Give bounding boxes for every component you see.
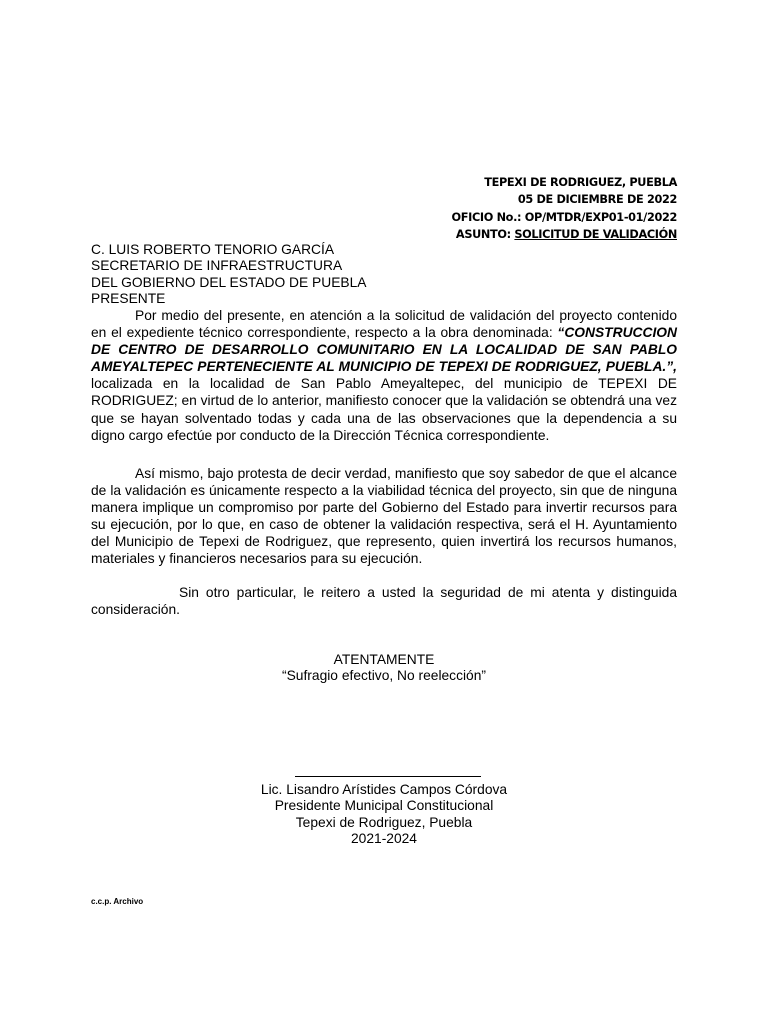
signer-period: 2021-2024 [351,830,417,846]
signer-name: Lic. Lisandro Arístides Campos Córdova [260,782,508,797]
letter-header [451,174,677,244]
recipient-name: C. LUIS ROBERTO TENORIO GARCÍA [91,242,335,257]
paragraph-2: Así mismo, bajo protesta de decir verdad, manifiesto que soy sabedor de que el alcance de la validación es únicamente respecto a la viabilidad técnica del proyecto, sin que de ninguna manera implique un compromiso por parte del Gobierno del Estado para invertir recursos para su ejecución, por lo que, en caso de obtener la validación respectiva, será el H. Ayuntamiento del Municipio de Tepexi de Rodriguez, que represento, quien invertirá los recursos humanos, materiales y financieros necesarios para su ejecución. [91,466,677,567]
header-oficio: OFICIO No.: OP/MTDR/EXP01-01/2022 [451,210,677,224]
paragraph-1 [91,307,677,444]
signer-title: Presidente Municipal Constitucional [274,798,494,814]
recipient-presente: PRESENTE [91,290,166,306]
signer-place: Tepexi de Rodriguez, Puebla [295,814,473,830]
header-date: 05 DE DICIEMBRE DE 2022 [517,193,677,207]
closing-block [91,652,677,685]
paragraph-3: Sin otro particular, le reitero a usted la seguridad de mi atenta y distinguida consideración. [91,585,677,618]
recipient-organization: DEL GOBIERNO DEL ESTADO DE PUEBLA [91,274,367,290]
signature-block [91,782,677,847]
header-place: TEPEXI DE RODRIGUEZ, PUEBLA [484,176,677,189]
motto: “Sufragio efectivo, No reelección” [282,668,486,684]
project-name: “CONSTRUCCION DE CENTRO DE DESARROLLO COMUNITARIO EN LA LOCALIDAD DE SAN PABLO AMEYALTEPEC PERTENECIENTE AL MUNICIPIO DE TEPEXI DE RODRIGUEZ, PUEBLA.”, [91,325,677,375]
asunto-label: ASUNTO: [455,228,515,242]
recipient-position: SECRETARIO DE INFRAESTRUCTURA [91,258,343,274]
asunto-value: SOLICITUD DE VALIDACIÓN [514,228,677,242]
atentamente: ATENTAMENTE [333,652,435,667]
recipient-block [91,242,367,307]
ccp-note: c.c.p. Archivo [91,897,144,906]
paragraph-1-intro: Por medio del presente, en atención a la solicitud de validación del proyecto contenido en el expediente técnico correspondiente, respecto a la obra denominada: [91,308,677,341]
header-asunto [451,226,677,243]
paragraph-1-rest: localizada en la localidad de San Pablo Ameyaltepec, del municipio de TEPEXI DE RODRIGUEZ; en virtud de lo anterior, manifiesto conocer que la validación se obtendrá una vez que se hayan solventado todas y cada una de las observaciones que la dependencia a su digno cargo efectúe por conducto de la Dirección Técnica correspondiente. [91,376,677,443]
signature-line [295,776,481,777]
